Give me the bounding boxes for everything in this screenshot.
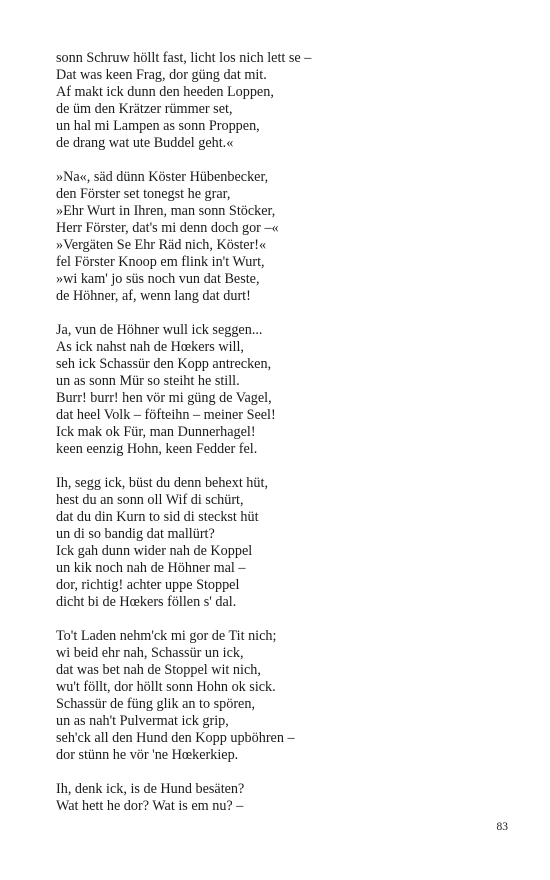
verse-line: Ja, vun de Höhner wull ick seggen... — [56, 322, 263, 338]
stanza-2 — [56, 169, 496, 305]
verse-line: dor, richtig! achter uppe Stoppel — [56, 577, 240, 593]
verse-line: Ih, denk ick, is de Hund besäten? — [56, 781, 245, 797]
poem-text — [56, 50, 496, 832]
verse-line: »Ehr Wurt in Ihren, man sonn Stöcker, — [56, 203, 276, 219]
verse-line: »Vergäten Se Ehr Räd nich, Köster!« — [56, 237, 267, 253]
verse-line: Burr! burr! hen vör mi güng de Vagel, — [56, 390, 272, 406]
verse-line: dat heel Volk – föfteihn – meiner Seel! — [56, 407, 276, 423]
verse-line: den Förster set tonegst he grar, — [56, 186, 231, 202]
page-number: 83 — [496, 821, 508, 833]
verse-line: dicht bi de Hœkers föllen s' dal. — [56, 594, 237, 610]
verse-line: wi beid ehr nah, Schassür un ick, — [56, 645, 244, 661]
verse-line: un hal mi Lampen as sonn Proppen, — [56, 118, 260, 134]
verse-line: »wi kam' jo süs noch vun dat Beste, — [56, 271, 260, 287]
verse-line: Herr Förster, dat's mi denn doch gor –« — [56, 220, 279, 236]
verse-line: keen eenzig Hohn, keen Fedder fel. — [56, 441, 258, 457]
verse-line: de üm den Krätzer rümmer set, — [56, 101, 233, 117]
verse-line: un as nah't Pulvermat ick grip, — [56, 713, 229, 729]
verse-line: seh ick Schassür den Kopp antrecken, — [56, 356, 272, 372]
verse-line: wu't föllt, dor höllt sonn Hohn ok sick. — [56, 679, 276, 695]
verse-line: fel Förster Knoop em flink in't Wurt, — [56, 254, 265, 270]
verse-line: de Höhner, af, wenn lang dat durt! — [56, 288, 251, 304]
stanza-1 — [56, 50, 496, 152]
verse-line: hest du an sonn oll Wif di schürt, — [56, 492, 244, 508]
verse-line: As ick nahst nah de Hœkers will, — [56, 339, 244, 355]
verse-line: Dat was keen Frag, dor güng dat mit. — [56, 67, 267, 83]
verse-line: un as sonn Mür so steiht he still. — [56, 373, 240, 389]
verse-line: Af makt ick dunn den heeden Loppen, — [56, 84, 274, 100]
verse-line: dat was bet nah de Stoppel wit nich, — [56, 662, 261, 678]
verse-line: Ick mak ok Für, man Dunnerhagel! — [56, 424, 256, 440]
verse-line: Schassür de füng glik an to spören, — [56, 696, 255, 712]
stanza-6 — [56, 781, 496, 815]
stanza-4 — [56, 475, 496, 611]
verse-line: Ick gah dunn wider nah de Koppel — [56, 543, 253, 559]
verse-line: dat du din Kurn to sid di steckst hüt — [56, 509, 259, 525]
stanza-3 — [56, 322, 496, 458]
verse-line: de drang wat ute Buddel geht.« — [56, 135, 234, 151]
verse-line: dor stünn he vör 'ne Hœkerkiep. — [56, 747, 239, 763]
verse-line: un di so bandig dat mallürt? — [56, 526, 215, 542]
verse-line: Ih, segg ick, büst du denn behext hüt, — [56, 475, 268, 491]
stanza-5 — [56, 628, 496, 764]
verse-line: sonn Schruw höllt fast, licht los nich lett se – — [56, 50, 312, 66]
verse-line: »Na«, säd dünn Köster Hübenbecker, — [56, 169, 269, 185]
verse-line: To't Laden nehm'ck mi gor de Tit nich; — [56, 628, 277, 644]
verse-line: un kik noch nah de Höhner mal – — [56, 560, 246, 576]
verse-line: Wat hett he dor? Wat is em nu? – — [56, 798, 244, 814]
verse-line: seh'ck all den Hund den Kopp upböhren – — [56, 730, 295, 746]
